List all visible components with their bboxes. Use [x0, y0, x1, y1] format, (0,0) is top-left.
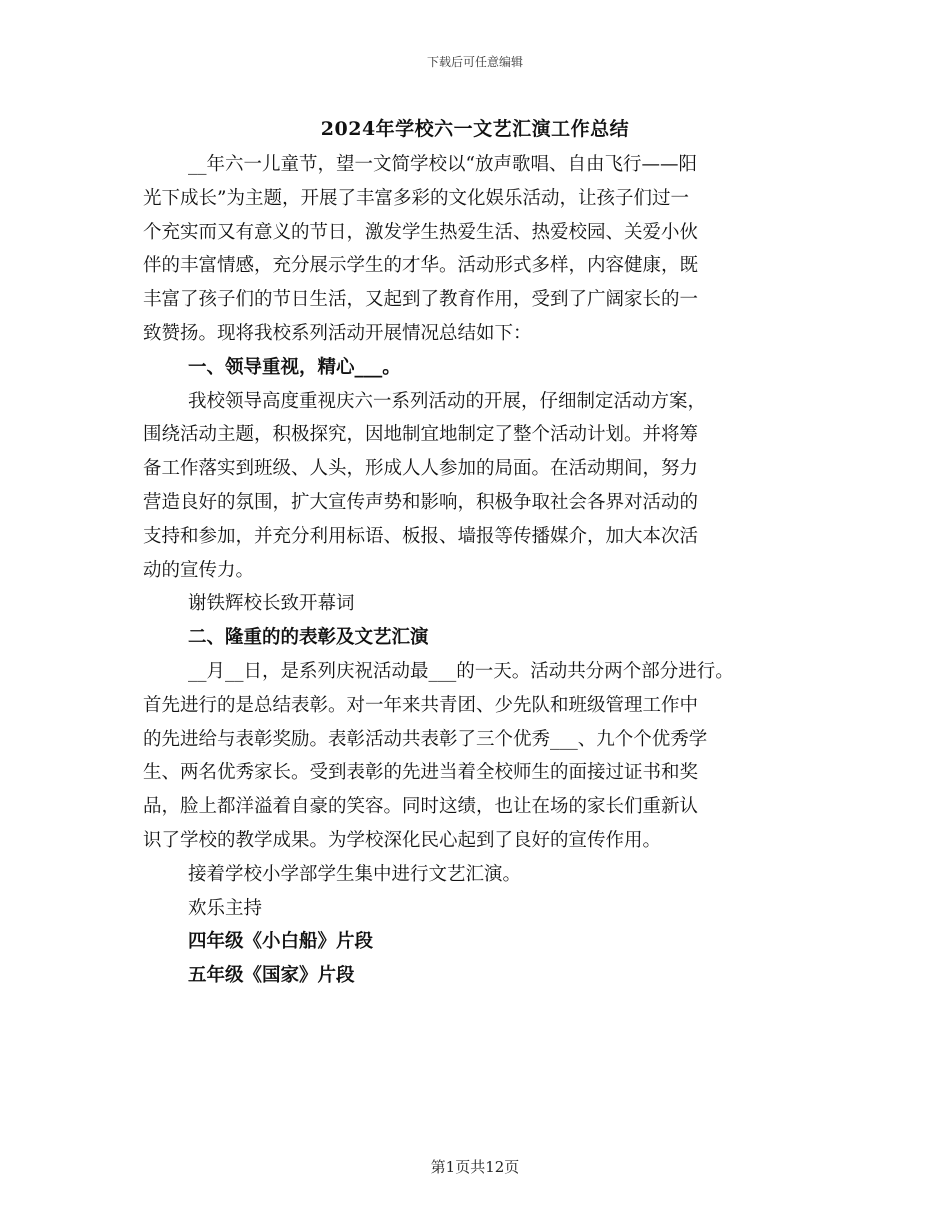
- page-number: 第1页共12页: [430, 1158, 520, 1176]
- body-line: 接着学校小学部学生集中进行文艺汇演。: [188, 863, 522, 885]
- body-line: 谢铁辉校长致开幕词: [188, 593, 355, 615]
- body-line: 品，脸上都洋溢着自豪的笑容。同时这绩，也让在场的家长们重新认: [143, 796, 699, 818]
- program-item: 四年级《小白船》片段: [188, 931, 374, 953]
- body-line: 致赞扬。现将我校系列活动开展情况总结如下：: [143, 322, 532, 344]
- body-line: 丰富了孩子们的节日生活，又起到了教育作用，受到了广阔家长的一: [143, 289, 699, 311]
- body-line: 识了学校的教学成果。为学校深化民心起到了良好的宣传作用。: [143, 829, 662, 851]
- body-line: 欢乐主持: [188, 897, 263, 919]
- body-line: 围绕活动主题，积极探究，因地制宜地制定了整个活动计划。并将筹: [143, 424, 699, 446]
- section-heading-1: 一、领导重视，精心___。: [188, 356, 401, 378]
- body-line: 生、两名优秀家长。受到表彰的先进当着全校师生的面接过证书和奖: [143, 762, 699, 784]
- document-body: [143, 148, 803, 993]
- body-line: 我校领导高度重视庆六一系列活动的开展，仔细制定活动方案，: [188, 390, 707, 412]
- document-title: 2024年学校六一文艺汇演工作总结: [320, 118, 630, 140]
- program-item: 五年级《国家》片段: [188, 965, 355, 987]
- body-line: 支持和参加，并充分利用标语、板报、墙报等传播媒介，加大本次活: [143, 525, 699, 547]
- body-line: 动的宣传力。: [143, 559, 255, 581]
- body-line: 个充实而又有意义的节日，激发学生热爱生活、热爱校园、关爱小伙: [143, 221, 699, 243]
- body-line: 备工作落实到班级、人头，形成人人参加的局面。在活动期间，努力: [143, 458, 699, 480]
- body-line: 营造良好的氛围，扩大宣传声势和影响，积极争取社会各界对活动的: [143, 491, 699, 513]
- section-heading-2: 二、隆重的的表彰及文艺汇演: [188, 627, 429, 649]
- body-line: 首先进行的是总结表彰。对一年来共青团、少先队和班级管理工作中: [143, 694, 699, 716]
- page-header-note: 下载后可任意编辑: [426, 55, 523, 69]
- body-line: 伴的丰富情感，充分展示学生的才华。活动形式多样，内容健康，既: [143, 255, 699, 277]
- body-line: 光下成长”为主题，开展了丰富多彩的文化娱乐活动，让孩子们过一: [143, 187, 689, 209]
- body-line: __年六一儿童节，望一文简学校以“放声歌唱、自由飞行——阳: [188, 154, 697, 175]
- body-line: __月__日，是系列庆祝活动最___的一天。活动共分两个部分进行。: [188, 660, 734, 682]
- body-line: 的先进给与表彰奖励。表彰活动共表彰了三个优秀___、九个个优秀学: [143, 728, 708, 750]
